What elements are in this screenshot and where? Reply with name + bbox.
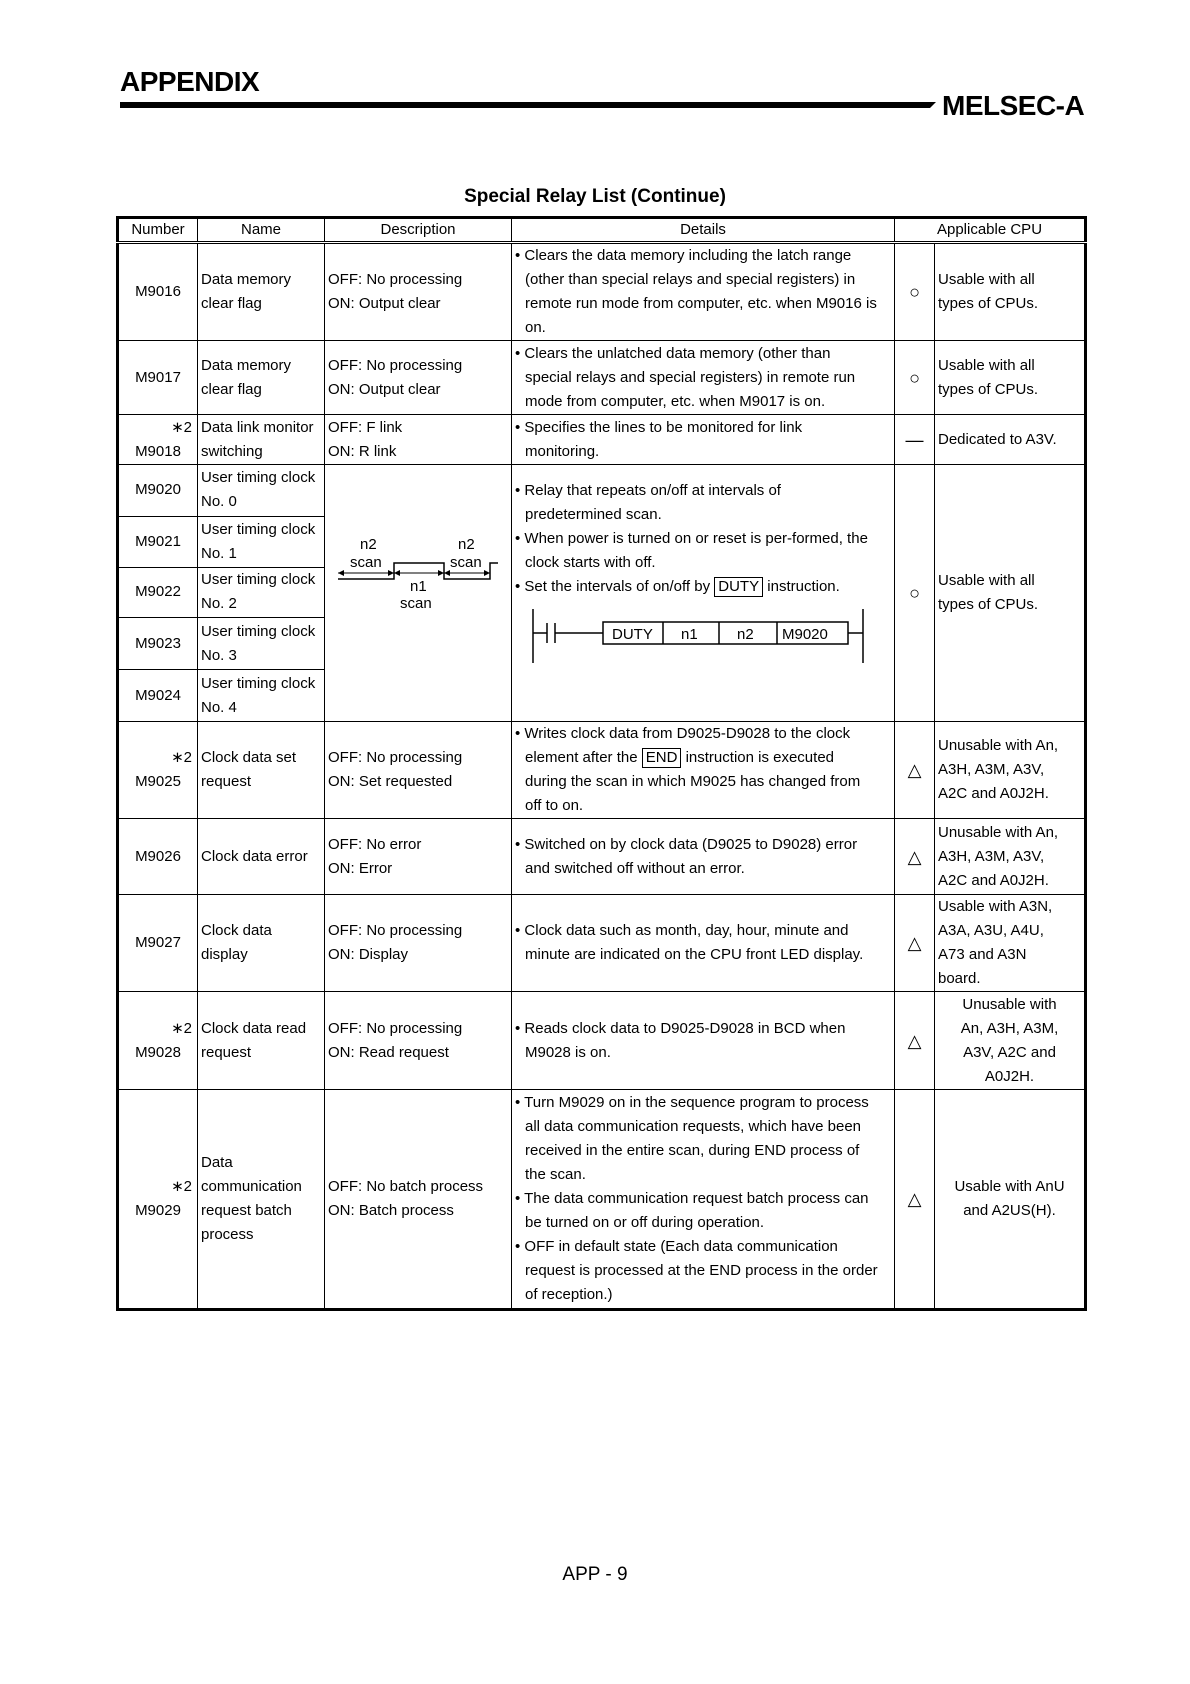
cell-name: User timing clock No. 2 [198,567,325,618]
cell-cpu: Usable with all types of CPUs. [935,341,1086,415]
cell-cpu: Usable with AnU and A2US(H). [935,1090,1086,1310]
cell-cpu: Unusable with An, A3H, A3M, A3V, A2C and A0J2H. [935,722,1086,819]
cell-name: User timing clock No. 4 [198,670,325,722]
cell-details: • Relay that repeats on/off at intervals of predetermined scan. • When power is turned on or reset is per-formed, the clock starts with off. • Set the intervals of on/off by DUTY instruction. DUTY n1 n2 M9020 [512,465,895,722]
cell-number: ∗2 M9018 [118,415,198,465]
label-n2-left: n2 [360,536,377,553]
ladder-diagram [515,601,885,671]
cell-description: OFF: No error ON: Error [325,819,512,895]
page-number: APP - 9 [562,1564,628,1585]
cpu-symbol: ○ [895,341,935,415]
cell-number: M9026 [118,819,198,895]
end-box: END [642,748,682,768]
cell-description: OFF: No processing ON: Display [325,895,512,992]
timing-waveform-diagram [328,465,515,713]
table-row [118,415,1086,465]
arrowhead-icon [338,570,344,576]
cell-name: Data memory clear flag [198,243,325,341]
cell-description: OFF: No processing ON: Set requested [325,722,512,819]
table-row [118,992,1086,1090]
cpu-symbol: ○ [895,243,935,341]
col-applicable-cpu: Applicable CPU [895,218,1086,243]
cell-name: Data communication request batch process [198,1090,325,1310]
cpu-symbol: △ [895,992,935,1090]
arrowhead-icon [444,570,450,576]
cell-number: M9017 [118,341,198,415]
label-scan-left: scan [350,554,382,571]
cpu-symbol: ○ [895,465,935,722]
cell-name: Clock data display [198,895,325,992]
table-row [118,341,1086,415]
cell-cpu: Unusable with An, A3H, A3M, A3V, A2C and A0J2H. [935,819,1086,895]
cell-details: • Reads clock data to D9025-D9028 in BCD when M9028 is on. [512,992,895,1090]
special-relay-table [116,216,1087,1311]
cell-name: Data link monitor switching [198,415,325,465]
label-scan-bottom: scan [400,595,432,612]
cell-number: ∗2 M9029 [118,1090,198,1310]
col-number: Number [118,218,198,243]
table-title: Special Relay List (Continue) [464,186,726,207]
cpu-symbol: △ [895,1090,935,1310]
cell-name: Clock data error [198,819,325,895]
arrowhead-icon [394,570,400,576]
cell-name: Clock data set request [198,722,325,819]
cpu-symbol: △ [895,819,935,895]
cell-number: M9020 [118,465,198,517]
label-scan-right: scan [450,554,482,571]
arrowhead-icon [484,570,490,576]
table-row [118,243,1086,341]
ladder-op2: n2 [737,626,754,643]
table-row [118,722,1086,819]
cell-details: • Clock data such as month, day, hour, minute and minute are indicated on the CPU front LED display. [512,895,895,992]
cell-description: OFF: No processing ON: Read request [325,992,512,1090]
ladder-instr: DUTY [612,626,653,643]
cell-number: M9016 [118,243,198,341]
cell-description: OFF: No batch process ON: Batch process [325,1090,512,1310]
cell-cpu: Usable with all types of CPUs. [935,465,1086,722]
cell-number: M9021 [118,516,198,567]
cell-name: Clock data read request [198,992,325,1090]
cell-name: Data memory clear flag [198,341,325,415]
cell-description: OFF: No processing ON: Output clear [325,243,512,341]
cell-number: M9023 [118,618,198,670]
cell-details: • Writes clock data from D9025-D9028 to the clock element after the END instruction is executed during the scan in which M9025 has changed from off to on. [512,722,895,819]
col-details: Details [512,218,895,243]
duty-box: DUTY [714,577,763,597]
cell-name: User timing clock No. 0 [198,465,325,517]
cpu-symbol: △ [895,895,935,992]
cell-name: User timing clock No. 1 [198,516,325,567]
timing-diagram-cell [325,465,512,722]
cell-number: ∗2 M9025 [118,722,198,819]
cell-number: M9027 [118,895,198,992]
table-header-row [118,218,1086,243]
label-n1: n1 [410,578,427,595]
cell-cpu: Unusable with An, A3H, A3M, A3V, A2C and A0J2H. [935,992,1086,1090]
arrowhead-icon [388,570,394,576]
cpu-symbol: — [895,415,935,465]
cell-details: • Specifies the lines to be monitored for link monitoring. [512,415,895,465]
table-row [118,1090,1086,1310]
cell-name: User timing clock No. 3 [198,618,325,670]
ladder-op3: M9020 [782,626,828,643]
col-name: Name [198,218,325,243]
cell-number: ∗2 M9028 [118,992,198,1090]
arrowhead-icon [438,570,444,576]
header-appendix: APPENDIX [120,66,260,97]
cell-description: OFF: F link ON: R link [325,415,512,465]
col-description: Description [325,218,512,243]
cell-details: • Switched on by clock data (D9025 to D9028) error and switched off without an error. [512,819,895,895]
table-row [118,895,1086,992]
cell-description: OFF: No processing ON: Output clear [325,341,512,415]
label-n2-right: n2 [458,536,475,553]
cell-details: • Turn M9029 on in the sequence program to process all data communication requests, which have been received in the entire scan, during END process of the scan. • The data communication request batch process can be turned on or off during operation. • OFF in default state (Each data communication request is processed at the END process in the order of reception.) [512,1090,895,1310]
header-melsec: MELSEC-A [942,90,1085,121]
cell-cpu: Usable with all types of CPUs. [935,243,1086,341]
header-rule [120,102,930,108]
table-row [118,819,1086,895]
table-row [118,465,1086,517]
cell-details: • Clears the data memory including the latch range (other than special relays and special registers) in remote run mode from computer, etc. when M9016 is on. [512,243,895,341]
cell-cpu: Usable with A3N, A3A, A3U, A4U, A73 and A3N board. [935,895,1086,992]
cell-cpu: Dedicated to A3V. [935,415,1086,465]
ladder-op1: n1 [681,626,698,643]
cell-details: • Clears the unlatched data memory (other than special relays and special registers) in remote run mode from computer, etc. when M9017 is on. [512,341,895,415]
cell-number: M9024 [118,670,198,722]
cell-number: M9022 [118,567,198,618]
cpu-symbol: △ [895,722,935,819]
